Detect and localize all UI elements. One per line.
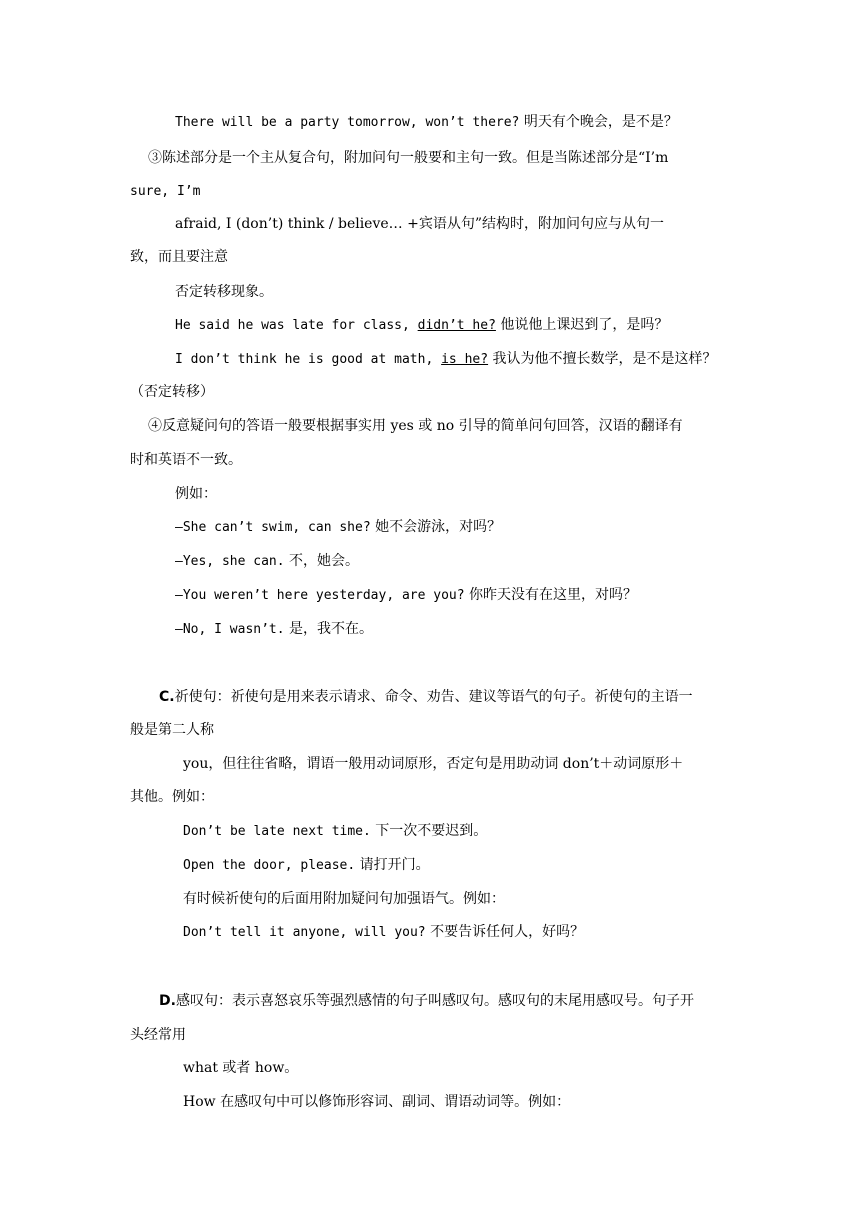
section-d-line2: 头经常用 — [130, 1027, 186, 1043]
section-c-heading-text: 祈使句：祈使句是用来表示请求、命令、劝告、建议等语气的句子。祈使句的主语一 — [174, 689, 693, 705]
imperative-tag-example-en: Don’t tell it anyone, will you? — [183, 925, 426, 940]
dialogue-line — [175, 619, 373, 640]
section-d-line3: what 或者 how。 — [183, 1060, 299, 1076]
rule4-line1: ④反意疑问句的答语一般要根据事实用 yes 或 no 引导的简单问句回答，汉语的翻译有 — [148, 418, 683, 434]
dialogue-zh: 不，她会。 — [284, 553, 360, 569]
example-party-en: There will be a party tomorrow, won’t there? — [175, 115, 520, 130]
section-c-line4: 其他。例如： — [130, 789, 214, 805]
imperative-example-en: Open the door, please. — [183, 858, 356, 873]
dialogue-line — [175, 585, 637, 606]
section-d-line1 — [159, 991, 694, 1011]
dialogue-zh: 她不会游泳，对吗？ — [370, 519, 502, 535]
dialogue-zh: 你昨天没有在这里，对吗？ — [464, 587, 638, 603]
imperative-example — [183, 821, 487, 842]
dialogue-en: —You weren’t here yesterday, are you? — [175, 588, 465, 603]
example-math-tag: is he? — [441, 352, 489, 367]
example-late — [175, 315, 668, 336]
rule3-line4: 致，而且要注意 — [130, 249, 228, 265]
rule4-example-label: 例如： — [175, 486, 217, 502]
example-math-zh: 我认为他不擅长数学，是不是这样？ — [488, 351, 717, 367]
imperative-example — [183, 855, 430, 876]
example-late-zh: 他说他上课迟到了，是吗？ — [495, 317, 669, 333]
example-party-zh: 明天有个晚会，是不是？ — [519, 114, 678, 130]
dialogue-zh: 是，我不在。 — [284, 621, 374, 637]
section-d-label: D. — [159, 993, 176, 1009]
section-c-line1 — [159, 687, 693, 707]
section-d-line4: How 在感叹句中可以修饰形容词、副词、谓语动词等。例如： — [183, 1094, 571, 1110]
dialogue-en: —Yes, she can. — [175, 554, 285, 569]
imperative-example-zh: 请打开门。 — [355, 857, 430, 873]
rule4-line2: 时和英语不一致。 — [130, 452, 242, 468]
dialogue-line — [175, 551, 359, 572]
rule3-line3: afraid, I (don’t) think / believe… +宾语从句”结构时，附加问句应与从句一 — [175, 216, 665, 232]
imperative-tag-example — [183, 922, 584, 943]
imperative-tag-example-zh: 不要告诉任何人，好吗？ — [425, 924, 585, 940]
example-math — [175, 349, 717, 370]
rule3-line2: sure, I’m — [130, 184, 201, 199]
imperative-example-en: Don’t be late next time. — [183, 824, 371, 839]
dialogue-en: —She can’t swim, can she? — [175, 520, 371, 535]
section-c-line3: you，但往往省略，谓语一般用动词原形，否定句是用助动词 don’t＋动词原形＋ — [183, 756, 684, 772]
example-math-en: I don’t think he is good at math, — [175, 352, 442, 367]
rule3-line1: ③陈述部分是一个主从复合句，附加问句一般要和主句一致。但是当陈述部分是“I’m — [148, 150, 669, 166]
dialogue-en: —No, I wasn’t. — [175, 622, 285, 637]
section-d-heading-text: 感叹句：表示喜怒哀乐等强烈感情的句子叫感叹句。感叹句的末尾用感叹号。句子开 — [175, 993, 694, 1009]
example-party — [175, 112, 678, 133]
section-c-label: C. — [159, 689, 175, 705]
example-late-en: He said he was late for class, — [175, 318, 418, 333]
rule3-line5: 否定转移现象。 — [175, 284, 273, 300]
imperative-example-zh: 下一次不要迟到。 — [370, 823, 488, 839]
dialogue-line — [175, 517, 501, 538]
example-math-note: （否定转移） — [130, 384, 214, 400]
section-c-line2: 般是第二人称 — [130, 722, 214, 738]
imperative-tag-note: 有时候祈使句的后面用附加疑问句加强语气。例如： — [183, 891, 505, 907]
example-late-tag: didn’t he? — [417, 318, 496, 333]
